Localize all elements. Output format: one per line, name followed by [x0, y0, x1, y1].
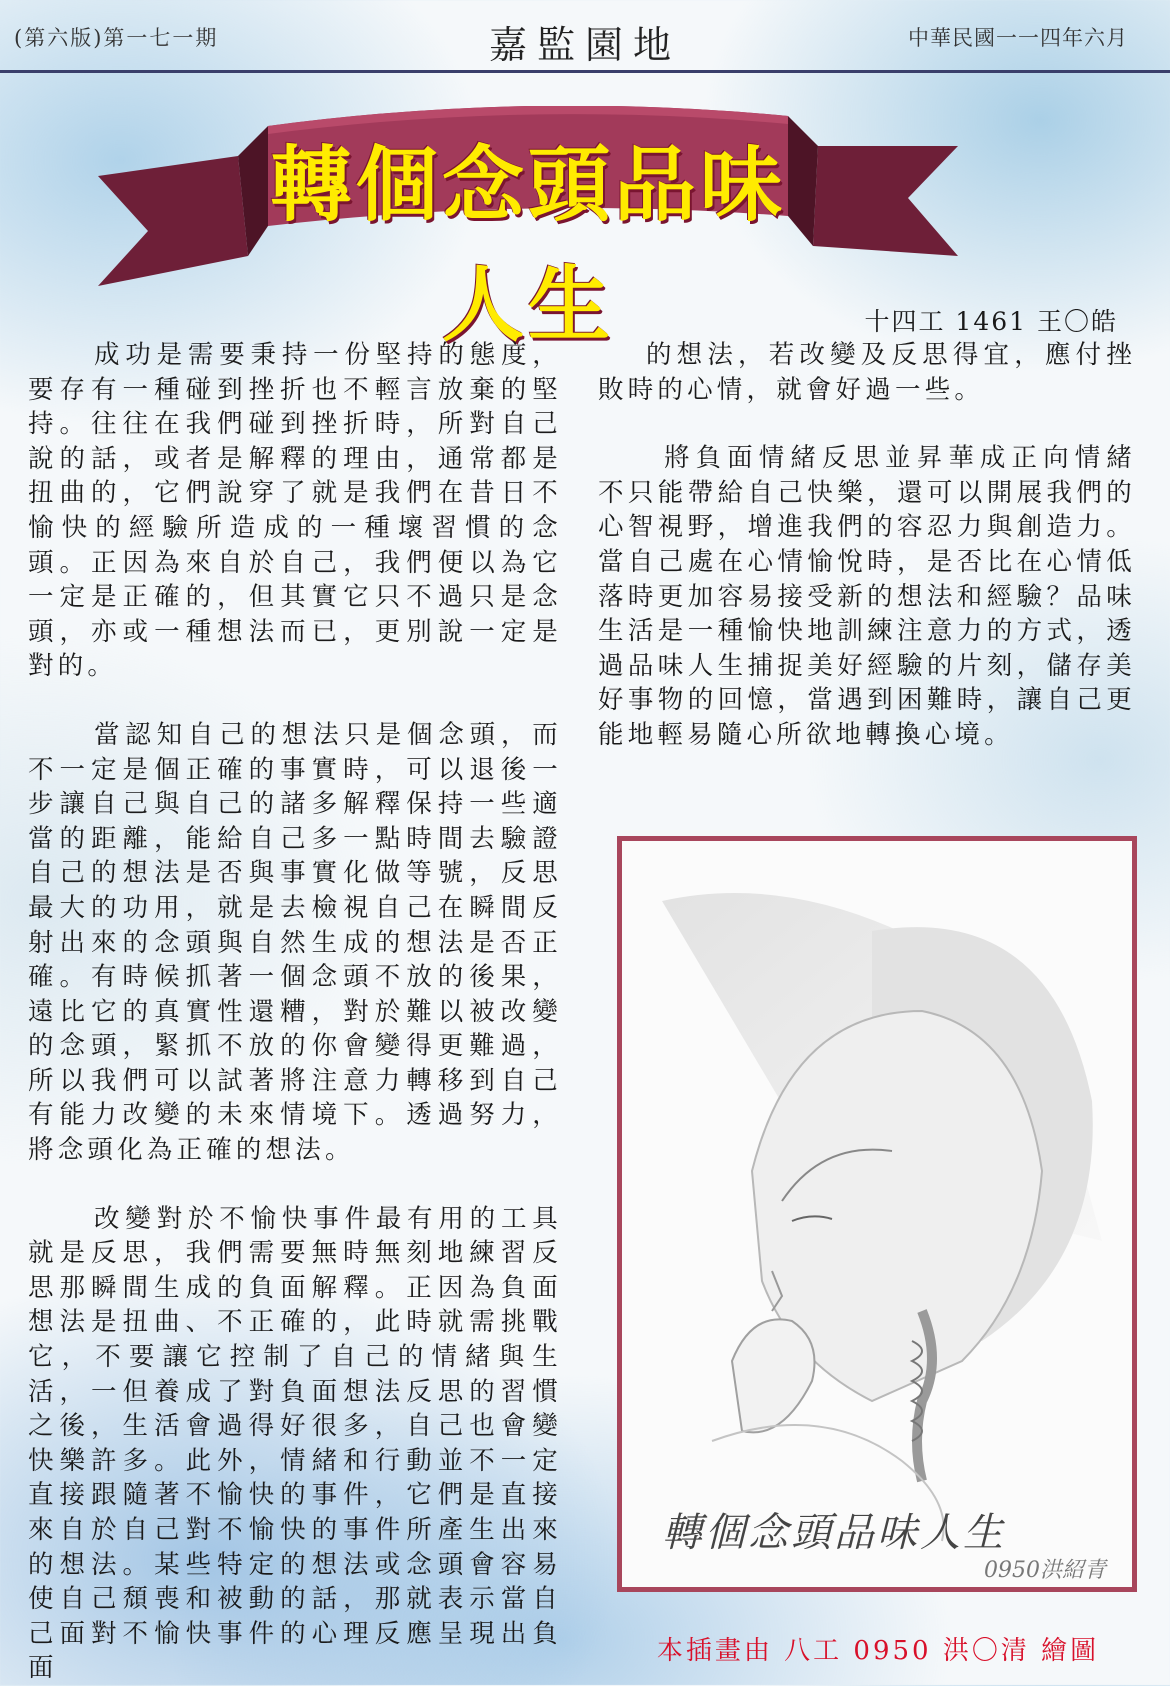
- title-banner: [98, 106, 958, 353]
- author-byline: 十四工 1461 王〇皓: [864, 307, 1118, 336]
- issue-number: (第六版)第一七一期: [14, 26, 219, 50]
- illustration-signature: 0950洪紹青: [984, 1558, 1106, 1583]
- publication-name: 嘉監園地: [488, 23, 681, 67]
- paragraph: 成功是需要秉持一份堅持的態度，要存有一種碰到挫折也不輕言放棄的堅持。往往在我們碰到挫折時，所對自己說的話，或者是解釋的理由，通常都是扭曲的，它們說穿了就是我們在昔日不愉快的經驗所造成的一種壞習慣的念頭。正因為來自於自己，我們便以為它一定是正確的，但其實它只不過只是念頭，亦或一種想法而已，更別說一定是對的。: [28, 340, 562, 682]
- paragraph: 改變對於不愉快事件最有用的工具就是反思，我們需要無時無刻地練習反思那瞬間生成的負面解釋。正因為負面想法是扭曲、不正確的，此時就需挑戰它，不要讓它控制了自己的情緒與生活，一但養成了對負面想法反思的習慣之後，生活會過得好很多，自己也會變快樂許多。此外，情緒和行動並不一定直接跟隨著不愉快的事件，它們是直接來自於自己對不愉快的事件所產生出來的想法。某些特定的想法或念頭會容易使自己頹喪和被動的話，那就表示當自己面對不愉快事件的心理反應呈現出負面: [28, 1203, 562, 1684]
- article-title: 轉個念頭品味人生: [269, 138, 786, 353]
- pencil-sketch-illustration: [622, 841, 1132, 1587]
- article-column-left: [28, 338, 562, 1686]
- paragraph: 將負面情緒反思並昇華成正向情緒不只能帶給自己快樂，還可以開展我們的心智視野，增進我們的容忍力與創造力。當自己處在心情愉悅時，是否比在心情低落時更加容易接受新的想法和經驗？品味生活是一種愉快地訓練注意力的方式，透過品味人生捕捉美好經驗的片刻，儲存美好事物的回憶，當遇到困難時，讓自己更能地輕易隨心所欲地轉換心境。: [598, 443, 1136, 750]
- page-header: [0, 0, 1170, 73]
- article-column-right: [598, 338, 1136, 753]
- issue-date: 中華民國一一四年六月: [908, 26, 1128, 50]
- illustration-credit: 本插畫由 八工 0950 洪〇清 繪圖: [656, 1636, 1100, 1666]
- illustration-frame: [617, 836, 1137, 1592]
- illustration-caption: 轉個念頭品味人生: [662, 1510, 1006, 1556]
- paragraph: 的想法，若改變及反思得宜，應付挫敗時的心情，就會好過一些。: [598, 340, 1136, 405]
- paragraph: 當認知自己的想法只是個念頭，而不一定是個正確的事實時，可以退後一步讓自己與自己的諸多解釋保持一些適當的距離，能給自己多一點時間去驗證自己的想法是否與事實化做等號，反思最大的功用，就是去檢視自己在瞬間反射出來的念頭與自然生成的想法是否正確。有時候抓著一個念頭不放的後果，遠比它的真實性還糟，對於難以被改變的念頭，緊抓不放的你會變得更難過，所以我們可以試著將注意力轉移到自己有能力改變的未來情境下。透過努力，將念頭化為正確的想法。: [28, 719, 562, 1166]
